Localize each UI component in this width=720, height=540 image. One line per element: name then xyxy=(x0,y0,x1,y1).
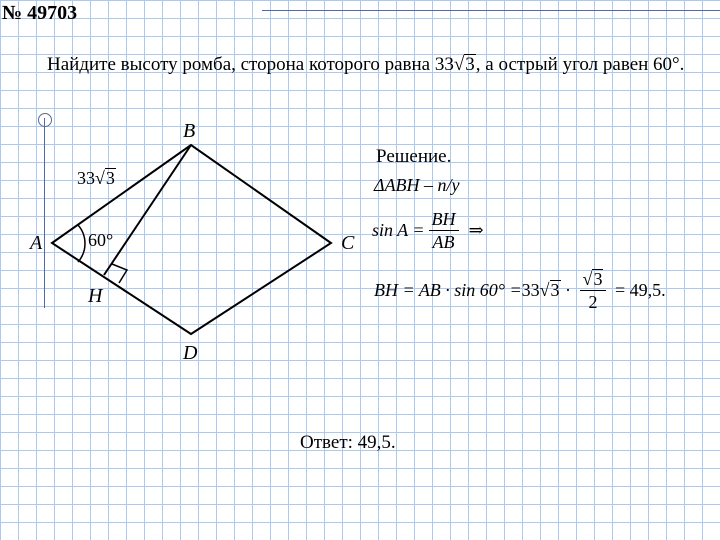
calc-fraction xyxy=(580,268,607,313)
angle-arc xyxy=(78,225,85,262)
sine-numerator: BH xyxy=(429,208,459,231)
angle-label: 60° xyxy=(88,230,114,250)
vertex-label-c: C xyxy=(341,232,355,254)
solution-heading: Решение. xyxy=(376,146,452,167)
calc-fraction-numerator: √3 xyxy=(580,268,607,291)
answer-text: Ответ: 49,5. xyxy=(300,432,396,453)
implies-icon: ⇒ xyxy=(468,220,484,240)
side-length-expression: 33√3 xyxy=(434,54,475,75)
sine-formula xyxy=(372,208,484,253)
vertex-label-a: A xyxy=(30,232,43,254)
sine-lhs: sin A = xyxy=(372,220,425,240)
problem-text-before: Найдите высоту ромба, сторона которого равна xyxy=(47,54,435,75)
vertex-label-h: H xyxy=(88,285,103,307)
right-angle-mark xyxy=(112,264,127,283)
calc-side-expression: 33√3 xyxy=(521,280,560,300)
calc-fraction-denominator: 2 xyxy=(588,292,598,312)
calc-lhs: BH = AB · sin 60° = xyxy=(374,280,522,300)
triangle-statement: ΔABH – п/у xyxy=(374,175,460,195)
side-length-label: 33√3 xyxy=(77,168,115,188)
vertex-label-b: B xyxy=(183,120,196,142)
problem-number: № 49703 xyxy=(2,2,78,24)
side-radicand: 3 xyxy=(465,54,475,75)
height-calculation xyxy=(374,268,666,313)
vertex-label-d: D xyxy=(183,342,198,364)
sine-fraction xyxy=(429,208,459,253)
height-line-bh xyxy=(104,145,191,275)
problem-text-after: , а острый угол равен 60°. xyxy=(475,54,685,75)
calc-multiply: · xyxy=(560,280,576,300)
sine-denominator: AB xyxy=(432,232,455,252)
calc-result: = 49,5. xyxy=(610,280,666,300)
